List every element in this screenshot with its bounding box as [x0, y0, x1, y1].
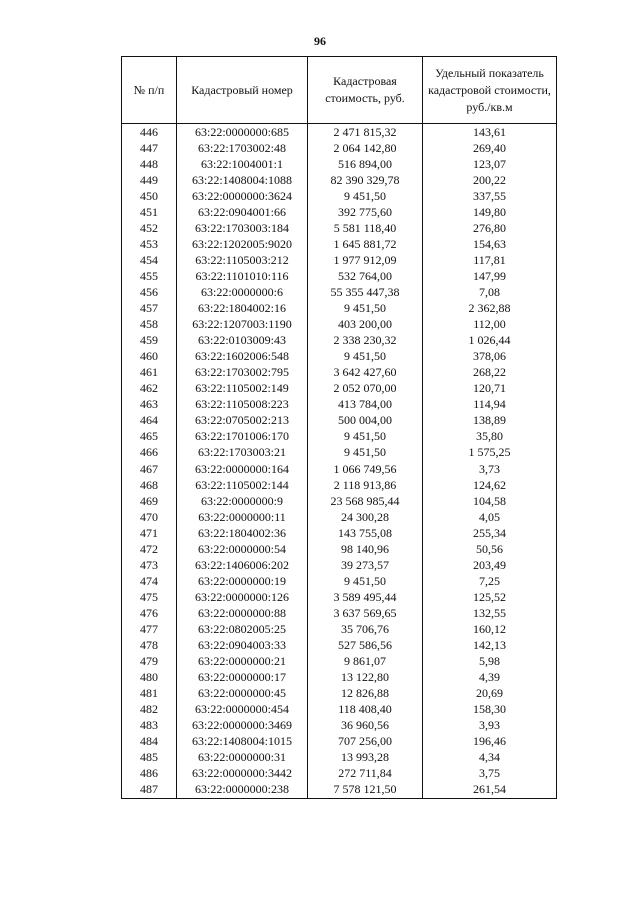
- specific-value: 276,80: [423, 220, 557, 236]
- table-row: [122, 509, 557, 525]
- cadastral-value: 9 451,50: [308, 349, 423, 365]
- specific-value: 3,75: [423, 766, 557, 782]
- header-cadastral-value: Кадастровая стоимость, руб.: [308, 57, 423, 124]
- cadastral-number: 63:22:0000000:9: [177, 493, 308, 509]
- cadastral-value: 413 784,00: [308, 397, 423, 413]
- specific-value: 35,80: [423, 429, 557, 445]
- cadastral-number: 63:22:0000000:3442: [177, 766, 308, 782]
- specific-value: 114,94: [423, 397, 557, 413]
- specific-value: 117,81: [423, 252, 557, 268]
- cadastral-number: 63:22:1406006:202: [177, 557, 308, 573]
- table-row: [122, 686, 557, 702]
- row-number: 482: [122, 702, 177, 718]
- specific-value: 4,39: [423, 670, 557, 686]
- specific-value: 50,56: [423, 541, 557, 557]
- row-number: 487: [122, 782, 177, 799]
- header-row: [122, 57, 557, 124]
- specific-value: 269,40: [423, 140, 557, 156]
- row-number: 457: [122, 301, 177, 317]
- specific-value: 7,25: [423, 573, 557, 589]
- table-row: [122, 220, 557, 236]
- cadastral-value: 3 589 495,44: [308, 589, 423, 605]
- cadastral-value: 2 052 070,00: [308, 381, 423, 397]
- cadastral-number: 63:22:0000000:17: [177, 670, 308, 686]
- cadastral-value: 500 004,00: [308, 413, 423, 429]
- cadastral-number: 63:22:0000000:21: [177, 654, 308, 670]
- cadastral-value: 7 578 121,50: [308, 782, 423, 799]
- cadastral-value: 2 471 815,32: [308, 124, 423, 141]
- row-number: 477: [122, 621, 177, 637]
- table-row: [122, 140, 557, 156]
- row-number: 452: [122, 220, 177, 236]
- table-row: [122, 252, 557, 268]
- row-number: 447: [122, 140, 177, 156]
- cadastral-value: 1 977 912,09: [308, 252, 423, 268]
- cadastral-value: 707 256,00: [308, 734, 423, 750]
- cadastral-value: 82 390 329,78: [308, 172, 423, 188]
- table-row: [122, 204, 557, 220]
- cadastral-number: 63:22:1105002:149: [177, 381, 308, 397]
- table-row: [122, 156, 557, 172]
- cadastral-number: 63:22:0802005:25: [177, 621, 308, 637]
- specific-value: 203,49: [423, 557, 557, 573]
- row-number: 475: [122, 589, 177, 605]
- row-number: 463: [122, 397, 177, 413]
- cadastral-value: 2 118 913,86: [308, 477, 423, 493]
- table-row: [122, 461, 557, 477]
- row-number: 458: [122, 317, 177, 333]
- cadastral-value: 516 894,00: [308, 156, 423, 172]
- cadastral-number: 63:22:1804002:36: [177, 525, 308, 541]
- row-number: 459: [122, 333, 177, 349]
- cadastral-value: 5 581 118,40: [308, 220, 423, 236]
- specific-value: 112,00: [423, 317, 557, 333]
- specific-value: 268,22: [423, 365, 557, 381]
- cadastral-number: 63:22:0000000:3624: [177, 188, 308, 204]
- row-number: 469: [122, 493, 177, 509]
- cadastral-value: 403 200,00: [308, 317, 423, 333]
- cadastral-number: 63:22:1004001:1: [177, 156, 308, 172]
- row-number: 468: [122, 477, 177, 493]
- table-row: [122, 268, 557, 284]
- specific-value: 124,62: [423, 477, 557, 493]
- row-number: 471: [122, 525, 177, 541]
- specific-value: 120,71: [423, 381, 557, 397]
- cadastral-value: 272 711,84: [308, 766, 423, 782]
- table-row: [122, 589, 557, 605]
- specific-value: 125,52: [423, 589, 557, 605]
- table-row: [122, 413, 557, 429]
- cadastral-number: 63:22:1703003:21: [177, 445, 308, 461]
- table-row: [122, 429, 557, 445]
- specific-value: 196,46: [423, 734, 557, 750]
- cadastral-number: 63:22:0000000:126: [177, 589, 308, 605]
- specific-value: 200,22: [423, 172, 557, 188]
- cadastral-number: 63:22:0904001:66: [177, 204, 308, 220]
- table-row: [122, 124, 557, 141]
- specific-value: 1 026,44: [423, 333, 557, 349]
- specific-value: 261,54: [423, 782, 557, 799]
- cadastral-value: 1 066 749,56: [308, 461, 423, 477]
- cadastral-number: 63:22:1804002:16: [177, 301, 308, 317]
- cadastral-number: 63:22:1105008:223: [177, 397, 308, 413]
- row-number: 474: [122, 573, 177, 589]
- table-row: [122, 541, 557, 557]
- row-number: 453: [122, 236, 177, 252]
- cadastral-number: 63:22:1101010:116: [177, 268, 308, 284]
- cadastral-number: 63:22:1701006:170: [177, 429, 308, 445]
- table-row: [122, 317, 557, 333]
- table-row: [122, 333, 557, 349]
- row-number: 461: [122, 365, 177, 381]
- row-number: 480: [122, 670, 177, 686]
- cadastral-value: 527 586,56: [308, 638, 423, 654]
- table-row: [122, 445, 557, 461]
- row-number: 484: [122, 734, 177, 750]
- header-cadastral-number: Кадастровый номер: [177, 57, 308, 124]
- specific-value: 20,69: [423, 686, 557, 702]
- specific-value: 138,89: [423, 413, 557, 429]
- cadastral-value: 9 861,07: [308, 654, 423, 670]
- table-row: [122, 349, 557, 365]
- table-row: [122, 477, 557, 493]
- cadastral-value: 98 140,96: [308, 541, 423, 557]
- specific-value: 154,63: [423, 236, 557, 252]
- specific-value: 104,58: [423, 493, 557, 509]
- cadastral-number: 63:22:0000000:6: [177, 284, 308, 300]
- table-body: [122, 124, 557, 799]
- table-header: [122, 57, 557, 124]
- table-row: [122, 381, 557, 397]
- table-row: [122, 236, 557, 252]
- row-number: 470: [122, 509, 177, 525]
- cadastral-value: 9 451,50: [308, 573, 423, 589]
- cadastral-number: 63:22:1105003:212: [177, 252, 308, 268]
- specific-value: 158,30: [423, 702, 557, 718]
- row-number: 472: [122, 541, 177, 557]
- cadastral-value: 532 764,00: [308, 268, 423, 284]
- specific-value: 7,08: [423, 284, 557, 300]
- specific-value: 5,98: [423, 654, 557, 670]
- cadastral-number: 63:22:0000000:685: [177, 124, 308, 141]
- page-number: 96: [314, 34, 326, 48]
- cadastral-number: 63:22:0000000:164: [177, 461, 308, 477]
- specific-value: 255,34: [423, 525, 557, 541]
- cadastral-number: 63:22:1703002:795: [177, 365, 308, 381]
- specific-value: 4,34: [423, 750, 557, 766]
- cadastral-number: 63:22:0904003:33: [177, 638, 308, 654]
- table-row: [122, 493, 557, 509]
- cadastral-number: 63:22:1408004:1088: [177, 172, 308, 188]
- row-number: 446: [122, 124, 177, 141]
- cadastral-value: 2 064 142,80: [308, 140, 423, 156]
- cadastral-number: 63:22:0000000:88: [177, 605, 308, 621]
- cadastral-value: 23 568 985,44: [308, 493, 423, 509]
- cadastral-number: 63:22:0000000:3469: [177, 718, 308, 734]
- table-row: [122, 605, 557, 621]
- table-row: [122, 702, 557, 718]
- specific-value: 149,80: [423, 204, 557, 220]
- row-number: 454: [122, 252, 177, 268]
- specific-value: 123,07: [423, 156, 557, 172]
- cadastral-value: 24 300,28: [308, 509, 423, 525]
- table-row: [122, 172, 557, 188]
- table-row: [122, 397, 557, 413]
- table-row: [122, 525, 557, 541]
- row-number: 466: [122, 445, 177, 461]
- cadastral-value: 36 960,56: [308, 718, 423, 734]
- row-number: 476: [122, 605, 177, 621]
- cadastral-value: 9 451,50: [308, 188, 423, 204]
- table-row: [122, 284, 557, 300]
- row-number: 449: [122, 172, 177, 188]
- cadastral-value: 392 775,60: [308, 204, 423, 220]
- specific-value: 143,61: [423, 124, 557, 141]
- cadastral-table: [121, 56, 557, 799]
- table-row: [122, 734, 557, 750]
- row-number: 486: [122, 766, 177, 782]
- cadastral-value: 143 755,08: [308, 525, 423, 541]
- row-number: 485: [122, 750, 177, 766]
- table-row: [122, 573, 557, 589]
- specific-value: 337,55: [423, 188, 557, 204]
- specific-value: 3,93: [423, 718, 557, 734]
- row-number: 462: [122, 381, 177, 397]
- row-number: 448: [122, 156, 177, 172]
- cadastral-number: 63:22:1105002:144: [177, 477, 308, 493]
- cadastral-value: 9 451,50: [308, 445, 423, 461]
- cadastral-value: 2 338 230,32: [308, 333, 423, 349]
- row-number: 450: [122, 188, 177, 204]
- row-number: 455: [122, 268, 177, 284]
- row-number: 456: [122, 284, 177, 300]
- row-number: 479: [122, 654, 177, 670]
- cadastral-number: 63:22:0000000:238: [177, 782, 308, 799]
- table-row: [122, 365, 557, 381]
- cadastral-value: 35 706,76: [308, 621, 423, 637]
- specific-value: 3,73: [423, 461, 557, 477]
- specific-value: 160,12: [423, 621, 557, 637]
- cadastral-number: 63:22:0705002:213: [177, 413, 308, 429]
- cadastral-number: 63:22:1703003:184: [177, 220, 308, 236]
- table-row: [122, 188, 557, 204]
- row-number: 473: [122, 557, 177, 573]
- specific-value: 4,05: [423, 509, 557, 525]
- cadastral-number: 63:22:1703002:48: [177, 140, 308, 156]
- table-row: [122, 654, 557, 670]
- table-row: [122, 621, 557, 637]
- cadastral-number: 63:22:1408004:1015: [177, 734, 308, 750]
- cadastral-number: 63:22:1202005:9020: [177, 236, 308, 252]
- cadastral-value: 13 993,28: [308, 750, 423, 766]
- specific-value: 132,55: [423, 605, 557, 621]
- table-row: [122, 301, 557, 317]
- header-num: № п/п: [122, 57, 177, 124]
- row-number: 483: [122, 718, 177, 734]
- row-number: 451: [122, 204, 177, 220]
- table-row: [122, 638, 557, 654]
- cadastral-value: 39 273,57: [308, 557, 423, 573]
- row-number: 481: [122, 686, 177, 702]
- table-row: [122, 750, 557, 766]
- cadastral-number: 63:22:0000000:454: [177, 702, 308, 718]
- cadastral-value: 3 642 427,60: [308, 365, 423, 381]
- table-row: [122, 557, 557, 573]
- cadastral-value: 13 122,80: [308, 670, 423, 686]
- table-row: [122, 670, 557, 686]
- cadastral-value: 9 451,50: [308, 429, 423, 445]
- table-row: [122, 782, 557, 799]
- cadastral-value: 3 637 569,65: [308, 605, 423, 621]
- cadastral-number: 63:22:0000000:31: [177, 750, 308, 766]
- table-row: [122, 718, 557, 734]
- header-specific-value: Удельный показатель кадастровой стоимости, руб./кв.м: [423, 57, 557, 124]
- cadastral-value: 118 408,40: [308, 702, 423, 718]
- cadastral-number: 63:22:1602006:548: [177, 349, 308, 365]
- cadastral-number: 63:22:1207003:1190: [177, 317, 308, 333]
- specific-value: 1 575,25: [423, 445, 557, 461]
- cadastral-number: 63:22:0000000:19: [177, 573, 308, 589]
- specific-value: 142,13: [423, 638, 557, 654]
- table-row: [122, 766, 557, 782]
- row-number: 465: [122, 429, 177, 445]
- specific-value: 378,06: [423, 349, 557, 365]
- row-number: 464: [122, 413, 177, 429]
- cadastral-value: 1 645 881,72: [308, 236, 423, 252]
- cadastral-value: 12 826,88: [308, 686, 423, 702]
- cadastral-value: 9 451,50: [308, 301, 423, 317]
- cadastral-number: 63:22:0000000:45: [177, 686, 308, 702]
- specific-value: 147,99: [423, 268, 557, 284]
- row-number: 460: [122, 349, 177, 365]
- cadastral-number: 63:22:0000000:11: [177, 509, 308, 525]
- cadastral-number: 63:22:0000000:54: [177, 541, 308, 557]
- specific-value: 2 362,88: [423, 301, 557, 317]
- cadastral-number: 63:22:0103009:43: [177, 333, 308, 349]
- row-number: 467: [122, 461, 177, 477]
- row-number: 478: [122, 638, 177, 654]
- cadastral-value: 55 355 447,38: [308, 284, 423, 300]
